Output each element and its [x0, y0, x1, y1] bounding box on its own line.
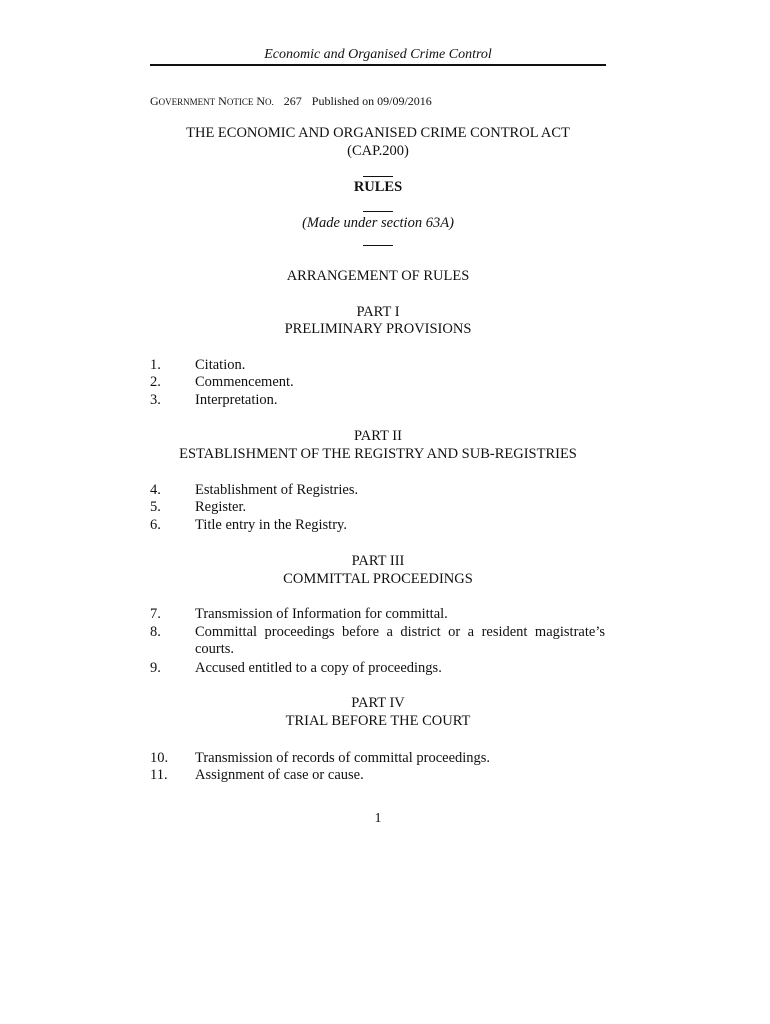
item-text: Commencement.: [195, 374, 294, 390]
item-text: Title entry in the Registry.: [195, 517, 347, 533]
notice-g-rest: OVERNMENT: [158, 97, 216, 107]
act-title: THE ECONOMIC AND ORGANISED CRIME CONTROL ACT: [186, 125, 570, 141]
item-text: Assignment of case or cause.: [195, 767, 364, 783]
item-number: 10.: [150, 750, 169, 766]
part-label: PART III: [351, 553, 405, 569]
item-number: 1.: [150, 357, 161, 373]
item-number: 3.: [150, 392, 161, 408]
made-under-section: (Made under section 63A): [302, 215, 454, 231]
part-label: PART IV: [351, 695, 405, 711]
running-header: Economic and Organised Crime Control: [264, 47, 492, 62]
item-number: 2.: [150, 374, 161, 390]
notice-g-cap: G: [150, 94, 159, 108]
item-text: Citation.: [195, 357, 246, 373]
page-number: 1: [374, 811, 382, 826]
part-label: PART II: [354, 428, 402, 444]
notice-n-cap: N: [218, 94, 227, 108]
rules-divider: [363, 211, 393, 212]
item-text: Interpretation.: [195, 392, 278, 408]
item-text: Committal proceedings before a district or a resident magistrate’s courts.: [195, 624, 605, 657]
act-cap: (CAP.200): [347, 143, 409, 159]
item-number: 11.: [150, 767, 168, 783]
part-title: TRIAL BEFORE THE COURT: [285, 713, 471, 729]
part-title: COMMITTAL PROCEEDINGS: [283, 571, 473, 587]
header-rule: [150, 64, 606, 66]
item-number: 7.: [150, 606, 161, 622]
item-number: 9.: [150, 660, 161, 676]
part-label: PART I: [356, 304, 400, 320]
arrangement-heading: ARRANGEMENT OF RULES: [286, 268, 470, 284]
part-title: PRELIMINARY PROVISIONS: [284, 321, 472, 337]
part-title: ESTABLISHMENT OF THE REGISTRY AND SUB-REGISTRIES: [179, 446, 577, 462]
item-number: 4.: [150, 482, 161, 498]
notice-n-rest: OTICE: [226, 97, 254, 107]
item-number: 6.: [150, 517, 161, 533]
item-number: 5.: [150, 499, 161, 515]
government-notice-line: [150, 93, 432, 110]
notice-number: 267: [283, 94, 302, 108]
notice-no-cap: N: [256, 94, 266, 108]
item-text: Establishment of Registries.: [195, 482, 359, 498]
item-number: 8.: [150, 624, 161, 640]
item-text: Register.: [195, 499, 247, 515]
notice-no-rest: O.: [265, 97, 274, 107]
item-text: Transmission of records of committal proceedings.: [195, 750, 491, 766]
item-text: Accused entitled to a copy of proceedings.: [195, 660, 442, 676]
title-divider: [363, 176, 393, 177]
item-text: Transmission of Information for committal.: [195, 606, 448, 622]
made-under-divider: [363, 245, 393, 246]
rules-heading: RULES: [353, 179, 403, 195]
notice-published: Published on 09/09/2016: [311, 94, 432, 108]
